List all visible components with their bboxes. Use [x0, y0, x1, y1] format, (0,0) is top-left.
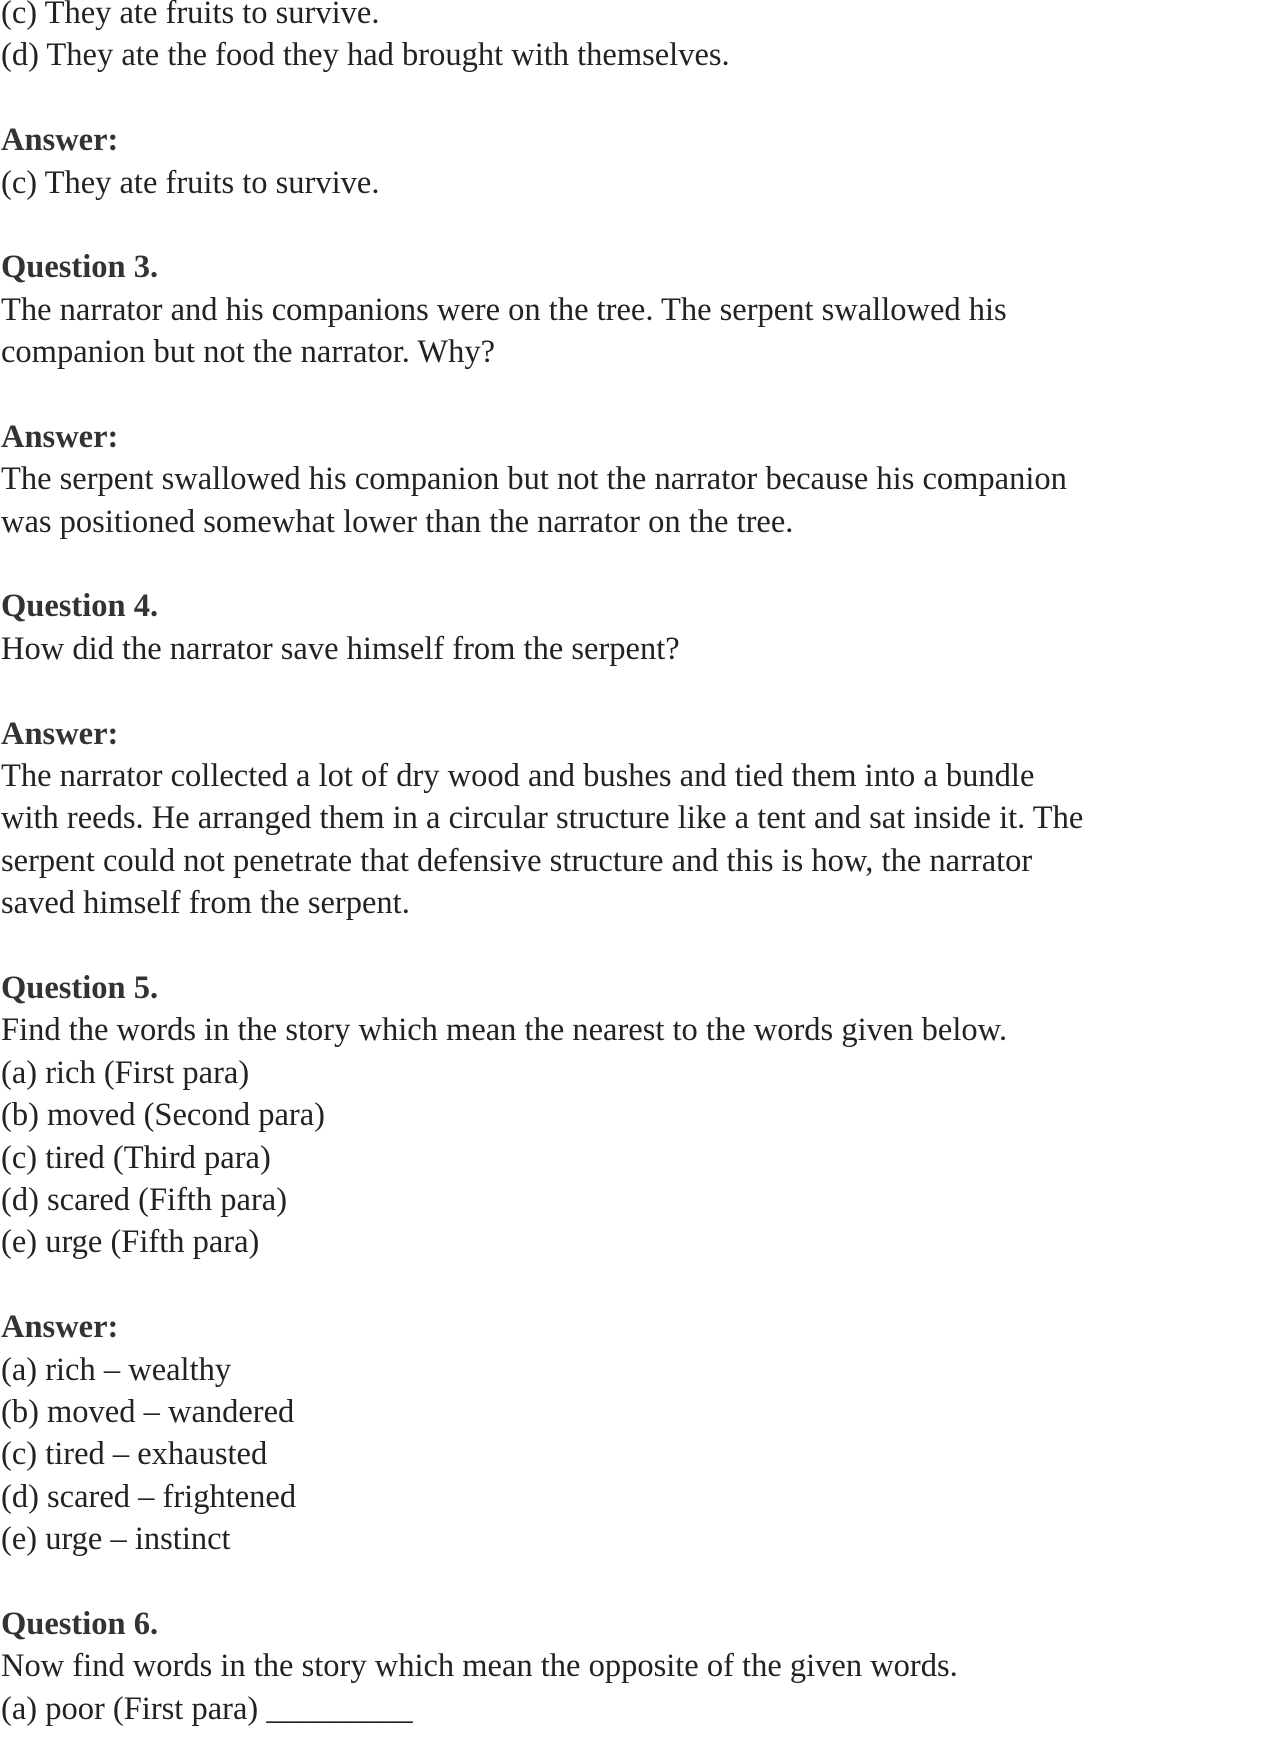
- text-line: (e) urge (Fifth para): [1, 1224, 260, 1261]
- text-line: (a) rich – wealthy: [1, 1351, 232, 1388]
- text-line: (a) rich (First para): [1, 1054, 250, 1091]
- paragraph-spacer: [1, 1264, 1083, 1306]
- text-line: How did the narrator save himself from the serpent?: [1, 630, 680, 667]
- question-heading: Question 3.: [1, 249, 159, 286]
- document-page: [1, 0, 1083, 1730]
- text-line: (d) scared – frightened: [1, 1478, 297, 1515]
- text-line: Now find words in the story which mean the opposite of the given words.: [1, 1648, 958, 1685]
- text-line: The narrator and his companions were on the tree. The serpent swallowed his: [1, 291, 1007, 328]
- question-heading: Question 5.: [1, 969, 159, 1006]
- text-line: saved himself from the serpent.: [1, 885, 410, 922]
- text-line: Find the words in the story which mean the nearest to the words given below.: [1, 1012, 1008, 1049]
- text-line: The serpent swallowed his companion but not the narrator because his companion: [1, 461, 1067, 498]
- text-line: (b) moved – wandered: [1, 1393, 295, 1430]
- paragraph-spacer: [1, 925, 1083, 967]
- paragraph-spacer: [1, 543, 1083, 585]
- text-line: (e) urge – instinct: [1, 1521, 231, 1558]
- text-line: (c) They ate fruits to survive.: [1, 164, 380, 201]
- paragraph-spacer: [1, 1560, 1083, 1602]
- text-line: (c) tired (Third para): [1, 1139, 271, 1176]
- paragraph-spacer: [1, 670, 1083, 712]
- text-line: with reeds. He arranged them in a circular structure like a tent and sat inside it. The: [1, 800, 1084, 837]
- answer-heading: Answer:: [1, 1309, 119, 1346]
- question-heading: Question 4.: [1, 588, 159, 625]
- answer-heading: Answer:: [1, 715, 119, 752]
- text-line: (c) tired – exhausted: [1, 1436, 268, 1473]
- text-line: (a) poor (First para) _________: [1, 1690, 413, 1727]
- text-line: (d) scared (Fifth para): [1, 1181, 288, 1218]
- paragraph-spacer: [1, 374, 1083, 416]
- answer-heading: Answer:: [1, 418, 119, 455]
- text-line: was positioned somewhat lower than the narrator on the tree.: [1, 503, 794, 540]
- text-line: serpent could not penetrate that defensive structure and this is how, the narrator: [1, 842, 1033, 879]
- text-line: The narrator collected a lot of dry wood and bushes and tied them into a bundle: [1, 758, 1035, 795]
- text-line: (d) They ate the food they had brought with themselves.: [1, 37, 730, 74]
- paragraph-spacer: [1, 204, 1083, 246]
- text-line: (b) moved (Second para): [1, 1097, 325, 1134]
- question-heading: Question 6.: [1, 1605, 159, 1642]
- paragraph-spacer: [1, 77, 1083, 119]
- text-line: (c) They ate fruits to survive.: [1, 0, 380, 31]
- text-line: companion but not the narrator. Why?: [1, 334, 495, 371]
- answer-heading: Answer:: [1, 122, 119, 159]
